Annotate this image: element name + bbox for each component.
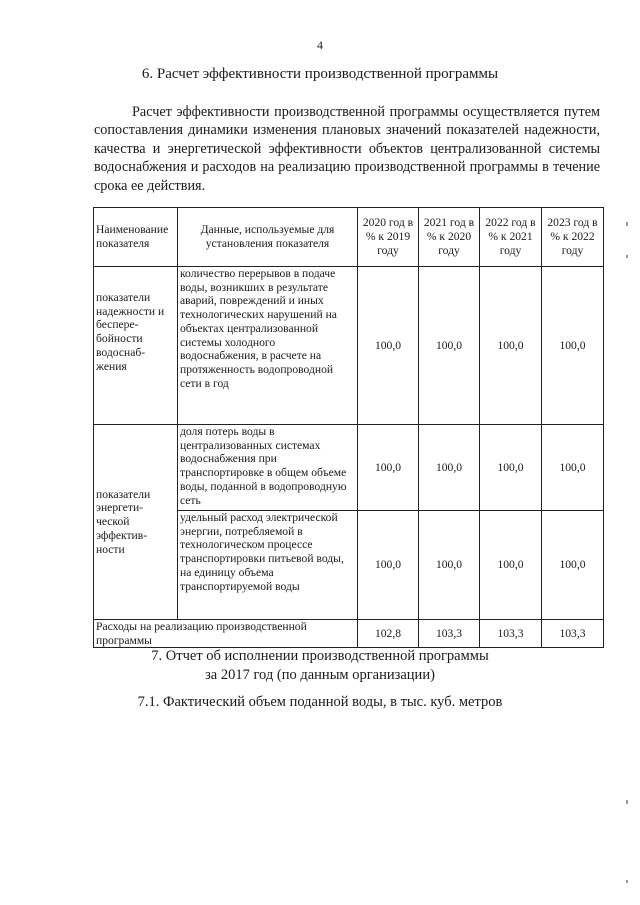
header-indicator-name: Наименование показателя xyxy=(94,208,178,267)
value-cell: 100,0 xyxy=(542,267,604,425)
scan-artifact xyxy=(626,800,628,804)
section-6-heading: 6. Расчет эффективности производственной программы xyxy=(141,66,499,82)
scan-artifact xyxy=(626,222,628,226)
value-cell: 100,0 xyxy=(542,425,604,511)
value-cell: 100,0 xyxy=(480,511,542,620)
value-cell: 100,0 xyxy=(358,511,419,620)
value-cell: 100,0 xyxy=(480,267,542,425)
section-7-heading-line-2: за 2017 год (по данным организации) xyxy=(205,667,435,683)
group-energy-efficiency: показатели энергети-ческой эффектив-ности xyxy=(94,425,178,620)
row-data-interruptions: количество перерывов в подаче воды, возникших в результате аварий, повреждений и иных технологических нарушений на объектах централизованной системы холодного водоснабжения, в расчете на протяженность водопроводной сети в год xyxy=(178,267,358,425)
value-cell: 100,0 xyxy=(419,511,480,620)
section-7-1-heading: 7.1. Фактический объем поданной воды, в тыс. куб. метров xyxy=(137,694,503,710)
value-cell: 100,0 xyxy=(358,425,419,511)
value-cell: 100,0 xyxy=(480,425,542,511)
section-7-heading-line-1: 7. Отчет об исполнении производственной программы xyxy=(151,648,489,664)
table-row xyxy=(94,425,604,511)
value-cell: 100,0 xyxy=(419,267,480,425)
section-7-heading xyxy=(0,647,640,685)
value-cell: 103,3 xyxy=(480,620,542,648)
header-2022: 2022 год в % к 2021 году xyxy=(480,208,542,267)
page-number: 4 xyxy=(317,38,323,52)
value-cell: 103,3 xyxy=(542,620,604,648)
header-data-used: Данные, используемые для установления показателя xyxy=(178,208,358,267)
row-data-energy-consumption: удельный расход электрической энергии, потребляемой в технологическом процессе транспортировки питьевой воды, на единицу объема транспортируемой воды xyxy=(178,511,358,620)
row-data-water-losses: доля потерь воды в централизованных системах водоснабжения при транспортировке в общем объеме воды, поданной в водопроводную сеть xyxy=(178,425,358,511)
value-cell: 100,0 xyxy=(419,425,480,511)
section-6-paragraph: Расчет эффективности производственной программы осуществляется путем сопоставления динамики изменения плановых значений показателей надежности, качества и энергетической эффективности объектов централизованной системы водоснабжения и расходов на реализацию производственной программы в течение срока ее действия. xyxy=(94,104,600,194)
value-cell: 102,8 xyxy=(358,620,419,648)
table-row xyxy=(94,267,604,425)
expenses-row xyxy=(94,620,604,648)
scan-artifact xyxy=(626,880,628,883)
table-header-row xyxy=(94,208,604,267)
header-2020: 2020 год в % к 2019 году xyxy=(358,208,419,267)
header-2021: 2021 год в % к 2020 году xyxy=(419,208,480,267)
expenses-label: Расходы на реализацию производственной программы xyxy=(94,620,358,648)
scan-artifact xyxy=(626,255,628,258)
value-cell: 100,0 xyxy=(542,511,604,620)
efficiency-table xyxy=(93,207,604,648)
header-2023: 2023 год в % к 2022 году xyxy=(542,208,604,267)
group-reliability: показатели надежности и беспере-бойности водоснаб-жения xyxy=(94,267,178,425)
value-cell: 100,0 xyxy=(358,267,419,425)
value-cell: 103,3 xyxy=(419,620,480,648)
